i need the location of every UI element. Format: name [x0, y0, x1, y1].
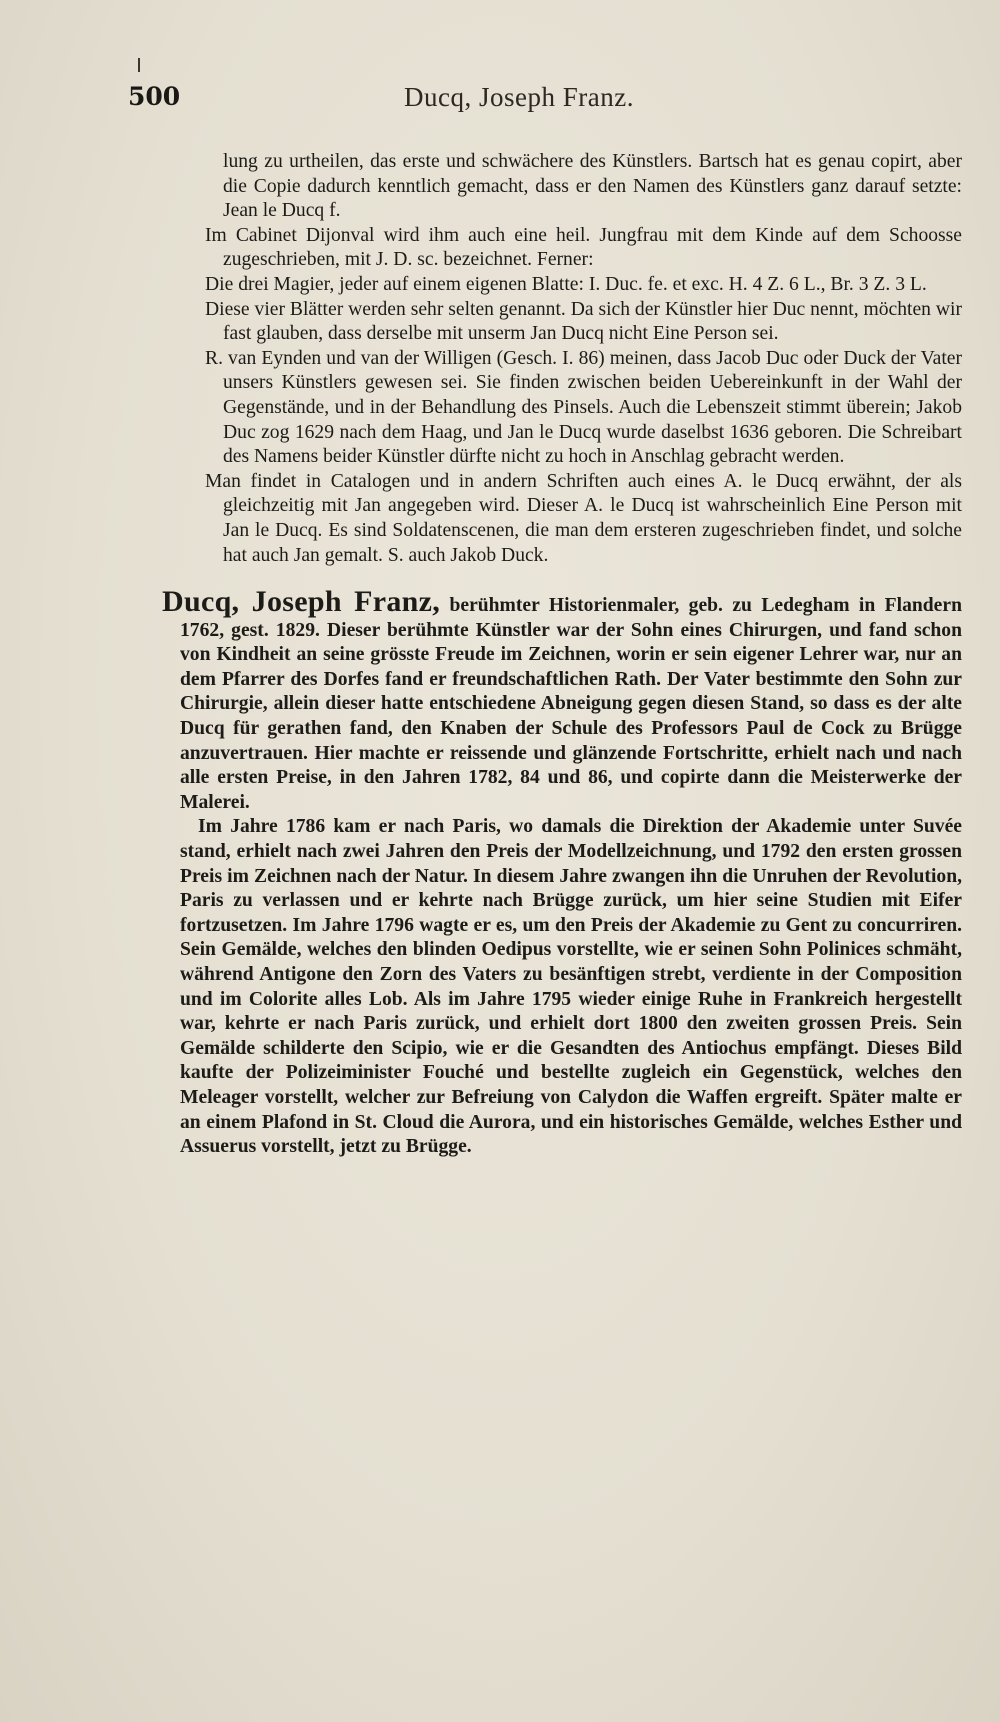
- paragraph-a-le-ducq: Man findet in Catalogen und in andern Schriften auch eines A. le Ducq erwähnt, der als gleichzeitig mit Jan angegeben wird. Dieser A. le Ducq ist wahrscheinlich Eine Person mit Jan le Ducq. Es sind Soldatenscenen, die man dem ersteren zugeschrieben findet, und solche hat auch Jan gemalt. S. auch Jakob Duck.: [205, 470, 962, 566]
- paragraph-dijonval: Im Cabinet Dijonval wird ihm auch eine heil. Jungfrau mit dem Kinde auf dem Schoosse zugeschrieben, mit J. D. sc. bezeichnet. Ferner:: [205, 224, 962, 271]
- margin-mark: [138, 58, 140, 72]
- paragraph-van-eynden: R. van Eynden und van der Willigen (Gesch. I. 86) meinen, dass Jacob Duc oder Duck der Vater unsers Künstlers gewesen sei. Sie finden zwischen beiden Uebereinkunft in der Wahl der Gegenstände, und in der Behandlung des Pinsels. Auch die Lebenszeit stimmt überein; Jakob Duc zog 1629 nach dem Haag, und Jan le Ducq wurde daselbst 1636 geboren. Die Schreibart des Namens beider Künstler dürfte nicht zu hoch in Anschlag gebracht werden.: [205, 347, 962, 468]
- paragraph-continuation: lung zu urtheilen, das erste und schwächere des Künstlers. Bartsch hat es genau copirt, aber die Copie dadurch kenntlich gemacht, dass er den Namen des Künstlers ganz darauf setzte: Jean le Ducq f.: [223, 151, 962, 222]
- text-body: [0, 150, 1000, 1160]
- paragraph-vier-blaetter: Diese vier Blätter werden sehr selten genannt. Da sich der Künstler hier Duc nennt, möchten wir fast glauben, dass derselbe mit unserm Jan Ducq nicht Eine Person sei.: [205, 298, 962, 345]
- entry-paragraph-paris: Im Jahre 1786 kam er nach Paris, wo damals die Direktion der Akademie unter Suvée stand, erhielt nach zwei Jahren den Preis der Modellzeichnung, und 1792 den ersten grossen Preis im Zeichnen nach der Natur. In diesem Jahre zwangen ihn die Unruhen der Revolution, Paris zu verlassen und er kehrte nach Brügge zurück, um hier seine Studien mit Eifer fortzusetzen. Im Jahre 1796 wagte er es, um den Preis der Akademie zu Gent zu concurriren. Sein Gemälde, welches den blinden Oedipus vorstellte, wie er seinen Sohn Polinices schmäht, während Antigone den Zorn des Vaters zu besänftigen strebt, verdiente in der Composition und im Colorite alles Lob. Als im Jahre 1795 wieder einige Ruhe in Frankreich hergestellt war, kehrte er nach Paris zurück, und erhielt dort 1800 den zweiten grossen Preis. Sein Gemälde schilderte den Scipio, wie er die Gesandten des Antiochus empfängt. Dieses Bild kaufte der Polizeiminister Fouché und bestellte zugleich ein Gegenstück, welches den Meleager vorstellt, welcher zur Befreiung von Calydon die Waffen ergreift. Später malte er an einem Plafond in St. Cloud die Aurora, und ein historisches Gemälde, welches Esther und Assuerus vorstellt, jetzt zu Brügge.: [180, 816, 962, 1158]
- page-number: 500: [128, 82, 181, 111]
- running-head: Ducq, Joseph Franz.: [404, 82, 634, 112]
- page-header: [128, 78, 958, 118]
- entry-first-text: berühmter Historienmaler, geb. zu Ledegham in Flandern 1762, gest. 1829. Dieser berühmte Künstler war der Sohn eines Chirurgen, und fand schon von Kindheit an seine grösste Freude im Zeichnen, worin er sein eigener Lehrer war, nur an dem Pfarrer des Dorfes fand er freundschaftlichen Rath. Der Vater bestimmte den Sohn zur Chirurgie, allein dieser hatte entschiedene Abneigung gegen diesen Stand, so dass es der alte Ducq für gerathen fand, den Knaben der Schule des Professors Paul de Cock zu Brügge anzuvertrauen. Hier machte er reissende und glänzende Fortschritte, erhielt nach und nach alle ersten Preise, in den Jahren 1782, 84 und 86, und copirte dann die Meisterwerke der Malerei.: [180, 595, 962, 813]
- entry-ducq-joseph-franz: [162, 585, 962, 815]
- paragraph-magier: Die drei Magier, jeder auf einem eigenen Blatte: I. Duc. fe. et exc. H. 4 Z. 6 L., Br. 3 Z. 3 L.: [205, 273, 927, 295]
- entry-headword: Ducq, Joseph Franz,: [162, 585, 441, 619]
